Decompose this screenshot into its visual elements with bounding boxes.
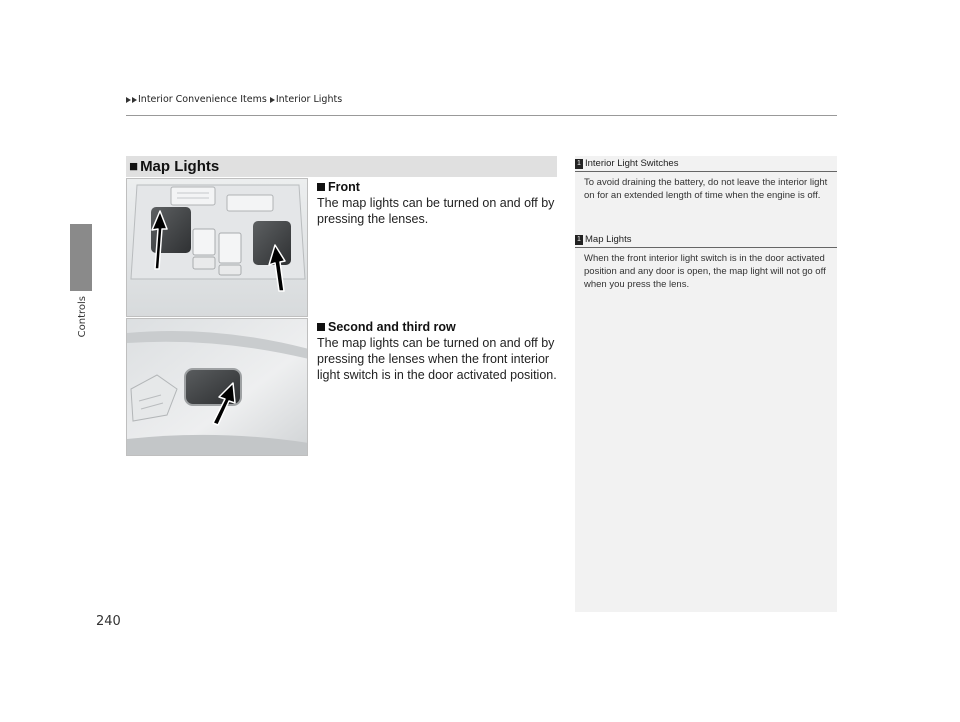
- breadcrumb-item-interior-convenience[interactable]: Interior Convenience Items: [138, 94, 267, 105]
- front-heading: [317, 180, 562, 194]
- page-number: 240: [96, 614, 121, 629]
- note-reference-icon: 1: [575, 235, 583, 245]
- rear-description: The map lights can be turned on and off by pressing the lenses when the front interior light switch is in the door activated position.: [317, 336, 557, 382]
- chapter-tab-label: Controls: [77, 296, 88, 338]
- heading-marker-icon: [317, 183, 325, 191]
- breadcrumb-item-interior-lights[interactable]: Interior Lights: [275, 94, 343, 105]
- note-title: [575, 158, 837, 169]
- breadcrumb-arrow-icon: [132, 97, 137, 103]
- header-divider: [126, 115, 837, 116]
- breadcrumb-arrow-icon: [126, 97, 131, 103]
- note-title-text: Interior Light Switches: [585, 158, 679, 169]
- chapter-tab: [70, 224, 92, 291]
- front-map-lights-drawing: [127, 179, 308, 317]
- notes-panel: [575, 156, 837, 612]
- note-interior-light-switches: [575, 158, 837, 202]
- section-title: Map Lights: [140, 158, 220, 175]
- rear-heading: [317, 320, 562, 334]
- section-marker: ■: [129, 158, 139, 175]
- section-header: [126, 156, 557, 177]
- breadcrumb-arrow-icon: [270, 97, 275, 103]
- front-heading-text: Front: [328, 180, 360, 194]
- note-body: When the front interior light switch is in the door activated position and any door is open, the map light will not go off when you press the lens.: [584, 253, 826, 290]
- rear-map-light-illustration: [126, 318, 308, 456]
- note-divider: [575, 247, 837, 248]
- rear-subsection: [317, 320, 562, 383]
- front-description: The map lights can be turned on and off by pressing the lenses.: [317, 196, 555, 226]
- rear-heading-text: Second and third row: [328, 320, 456, 334]
- note-divider: [575, 171, 837, 172]
- note-body: To avoid draining the battery, do not leave the interior light on for an extended length of time when the engine is off.: [584, 177, 828, 201]
- note-map-lights: [575, 234, 837, 291]
- note-title: [575, 234, 837, 245]
- breadcrumb: [126, 94, 342, 105]
- front-subsection: [317, 180, 562, 227]
- note-reference-icon: 1: [575, 159, 583, 169]
- heading-marker-icon: [317, 323, 325, 331]
- front-map-lights-illustration: [126, 178, 308, 317]
- rear-map-light-drawing: [127, 319, 308, 456]
- note-title-text: Map Lights: [585, 234, 632, 245]
